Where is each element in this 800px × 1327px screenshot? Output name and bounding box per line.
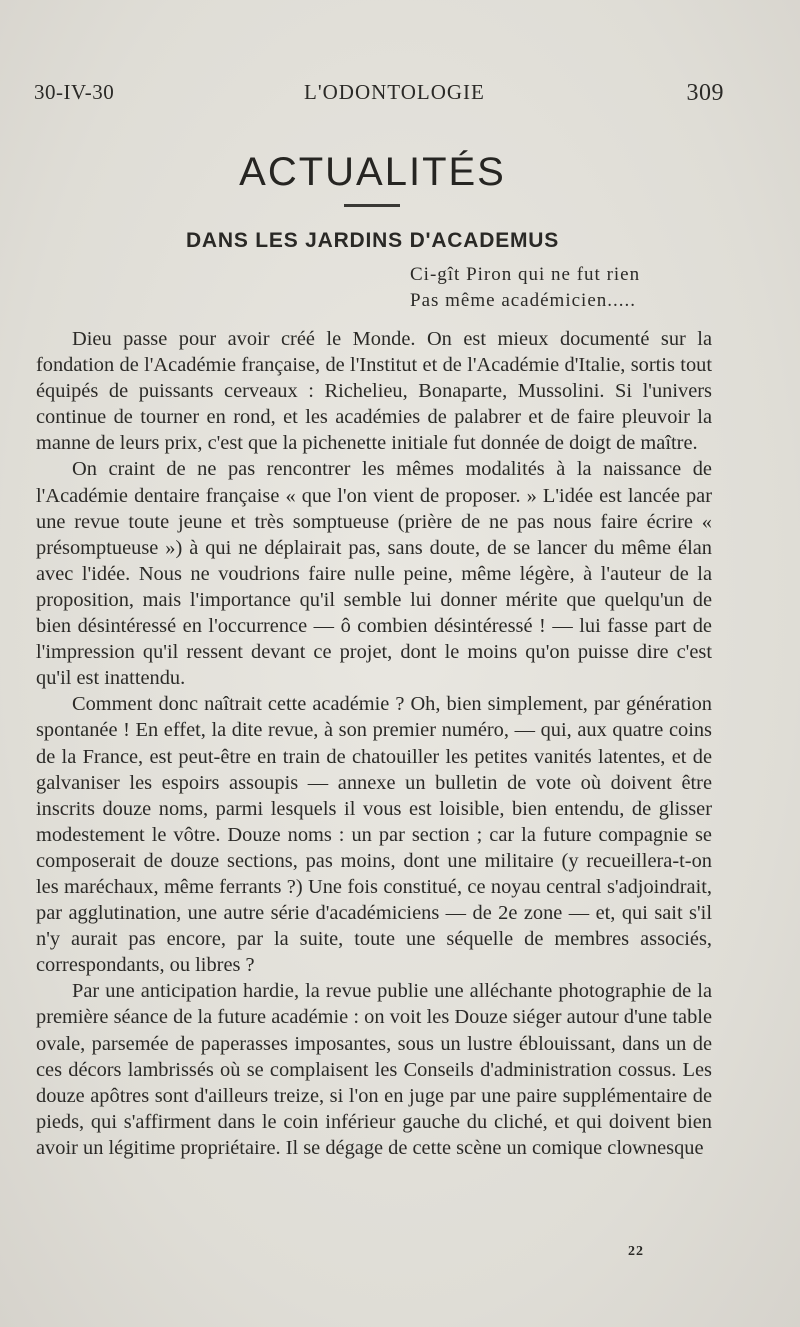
article-heading: DANS LES JARDINS D'ACADEMUS xyxy=(185,229,560,252)
paragraph-2: On craint de ne pas rencontrer les mêmes modalités à la naissance de l'Académie dentaire française « que l'on vient de proposer. » L'idée est lancée par une revue toute jeune et très somptueuse (prière de ne pas nous faire écrire « présomptueuse ») à qui ne déplairait pas, sans doute, de se lancer du même élan avec l'idée. Nous ne voudrions faire nulle peine, même légère, à l'auteur de la proposition, mais l'importance qu'il semble lui donner mérite que quelqu'un de bien désintéressé en l'occurrence — ô combien désintéressé ! — lui fasse part de l'impression qu'il ressent devant ce projet, dont le moins qu'on puisse dire c'est qu'il est inattendu. xyxy=(36,458,712,690)
header-journal-title: L'ODONTOLOGIE xyxy=(304,80,485,104)
article-body xyxy=(36,326,712,1161)
epigraph-line-2: Pas même académicien..... xyxy=(410,290,637,311)
paragraph-3: Comment donc naîtrait cette académie ? Oh, bien simplement, par génération spontanée ! En effet, la dite revue, à son premier numéro, — qui, aux quatre coins de la France, est peut-être en train de chatouiller les petites vanités latentes, et de galvaniser les espoirs assoupis — annexe un bulletin de vote où doivent être inscrits douze noms, parmi lesquels il vous est loisible, bien entendu, de glisser modestement le vôtre. Douze noms : un par section ; car la future compagnie se composerait de douze sections, pas moins, dont une militaire (y recueillera-t-on les maréchaux, même ferrants ?) Une fois constitué, ce noyau central s'adjoindrait, par agglutination, une autre série d'académiciens — de 2e zone — et, qui sait s'il n'y aurait pas encore, par la suite, toute une séquelle de membres associés, correspondants, ou libres ? xyxy=(36,693,712,977)
header-date: 30-IV-30 xyxy=(34,80,115,104)
section-title: ACTUALITÉS xyxy=(239,150,506,194)
header-page-number: 309 xyxy=(686,80,724,106)
epigraph xyxy=(410,262,640,314)
paragraph-1: Dieu passe pour avoir créé le Monde. On est mieux documenté sur la fondation de l'Académie française, de l'Institut et de l'Académie d'Italie, sortis tout équipés de puissants cerveaux : Richelieu, Bonaparte, Mussolini. Si l'univers continue de tourner en rond, et les académies de palabrer et de faire pleuvoir la manne de leurs prix, c'est que la pichenette initiale fut donnée de doigt de maître. xyxy=(36,328,712,455)
title-divider xyxy=(344,204,400,207)
printer-signature-mark: 22 xyxy=(628,1244,644,1259)
epigraph-line-1: Ci-gît Piron qui ne fut rien xyxy=(410,264,641,285)
running-header xyxy=(34,80,724,114)
paragraph-4: Par une anticipation hardie, la revue publie une alléchante photographie de la première séance de la future académie : on voit les Douze siéger autour d'une table ovale, parsemée de paperasses imposantes, sous un lustre éblouissant, dans un de ces décors lambrissés où se complaisent les Conseils d'administration cossus. Les douze apôtres sont d'ailleurs treize, si l'on en juge par une paire supplémentaire de pieds, qui s'affirment dans le coin inférieur gauche du cliché, et qui doivent bien avoir un légitime propriétaire. Il se dégage de cette scène un comique clownesque xyxy=(36,980,712,1159)
